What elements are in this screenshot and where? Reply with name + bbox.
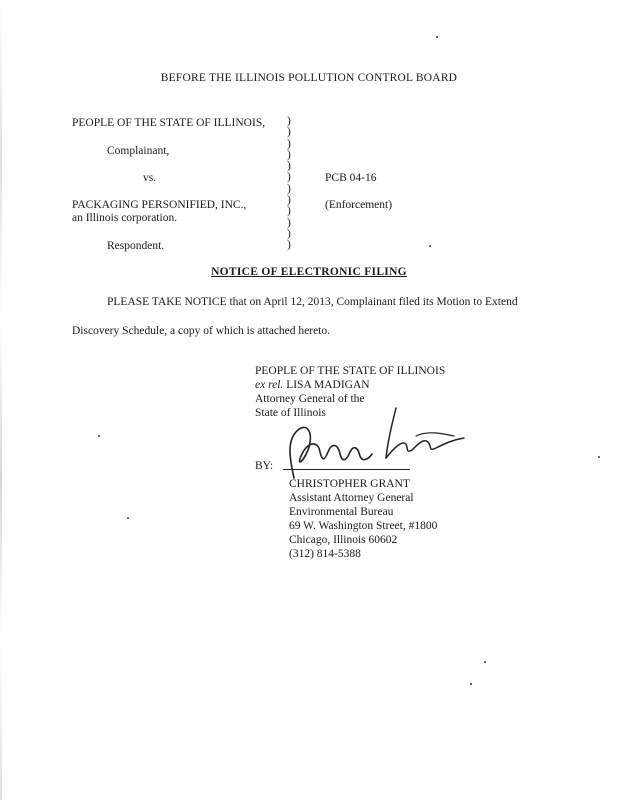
paren: ) — [287, 160, 291, 173]
signatory-party: PEOPLE OF THE STATE OF ILLINOIS — [255, 365, 446, 377]
respondent-role: Respondent. — [107, 240, 165, 252]
respondent-party: PACKAGING PERSONIFIED, INC., — [72, 199, 247, 211]
scan-speck — [98, 435, 100, 437]
by-label: BY: — [255, 460, 274, 472]
board-heading: BEFORE THE ILLINOIS POLLUTION CONTROL BOARD — [160, 72, 458, 84]
phone-number: (312) 814-5388 — [289, 548, 361, 560]
signer-bureau: Environmental Bureau — [289, 506, 394, 518]
scan-speck — [470, 683, 472, 685]
versus-label: vs. — [143, 172, 157, 184]
paren: ) — [287, 148, 291, 161]
complainant-party: PEOPLE OF THE STATE OF ILLINOIS, — [72, 117, 266, 129]
ag-line2: State of Illinois — [255, 407, 326, 419]
paren: ) — [287, 216, 291, 229]
scan-speck — [429, 245, 431, 247]
scan-speck — [598, 456, 600, 458]
paren: ) — [287, 137, 291, 150]
paren: ) — [287, 194, 291, 207]
paren: ) — [287, 227, 291, 240]
paren: ) — [287, 182, 291, 195]
paren: ) — [287, 126, 291, 139]
signer-title: Assistant Attorney General — [289, 492, 414, 504]
case-type: (Enforcement) — [325, 199, 393, 211]
scan-speck — [127, 517, 129, 519]
ag-line1: Attorney General of the — [255, 393, 365, 405]
respondent-description: an Illinois corporation. — [72, 212, 178, 224]
address-line1: 69 W. Washington Street, #1800 — [289, 520, 438, 532]
paren: ) — [287, 205, 291, 218]
caption-parentheses — [287, 116, 291, 252]
address-line2: Chicago, Illinois 60602 — [289, 534, 398, 546]
ex-rel-prefix: ex rel. — [255, 379, 284, 391]
notice-body-line1: PLEASE TAKE NOTICE that on April 12, 2013, Complainant filed its Motion to Extend — [107, 296, 518, 308]
paren: ) — [287, 239, 291, 252]
scan-speck — [436, 36, 438, 38]
case-number: PCB 04-16 — [325, 172, 377, 184]
notice-body-line2: Discovery Schedule, a copy of which is attached hereto. — [72, 325, 331, 337]
scan-edge — [0, 0, 2, 800]
scan-speck — [484, 661, 486, 663]
ex-rel-line — [255, 378, 370, 392]
paren: ) — [287, 115, 291, 127]
ex-rel-name: LISA MADIGAN — [286, 379, 370, 391]
notice-title: NOTICE OF ELECTRONIC FILING — [211, 266, 407, 278]
handwritten-signature — [268, 400, 468, 480]
complainant-role: Complainant, — [107, 145, 170, 157]
paren: ) — [287, 171, 291, 184]
signer-name: CHRISTOPHER GRANT — [289, 478, 410, 490]
